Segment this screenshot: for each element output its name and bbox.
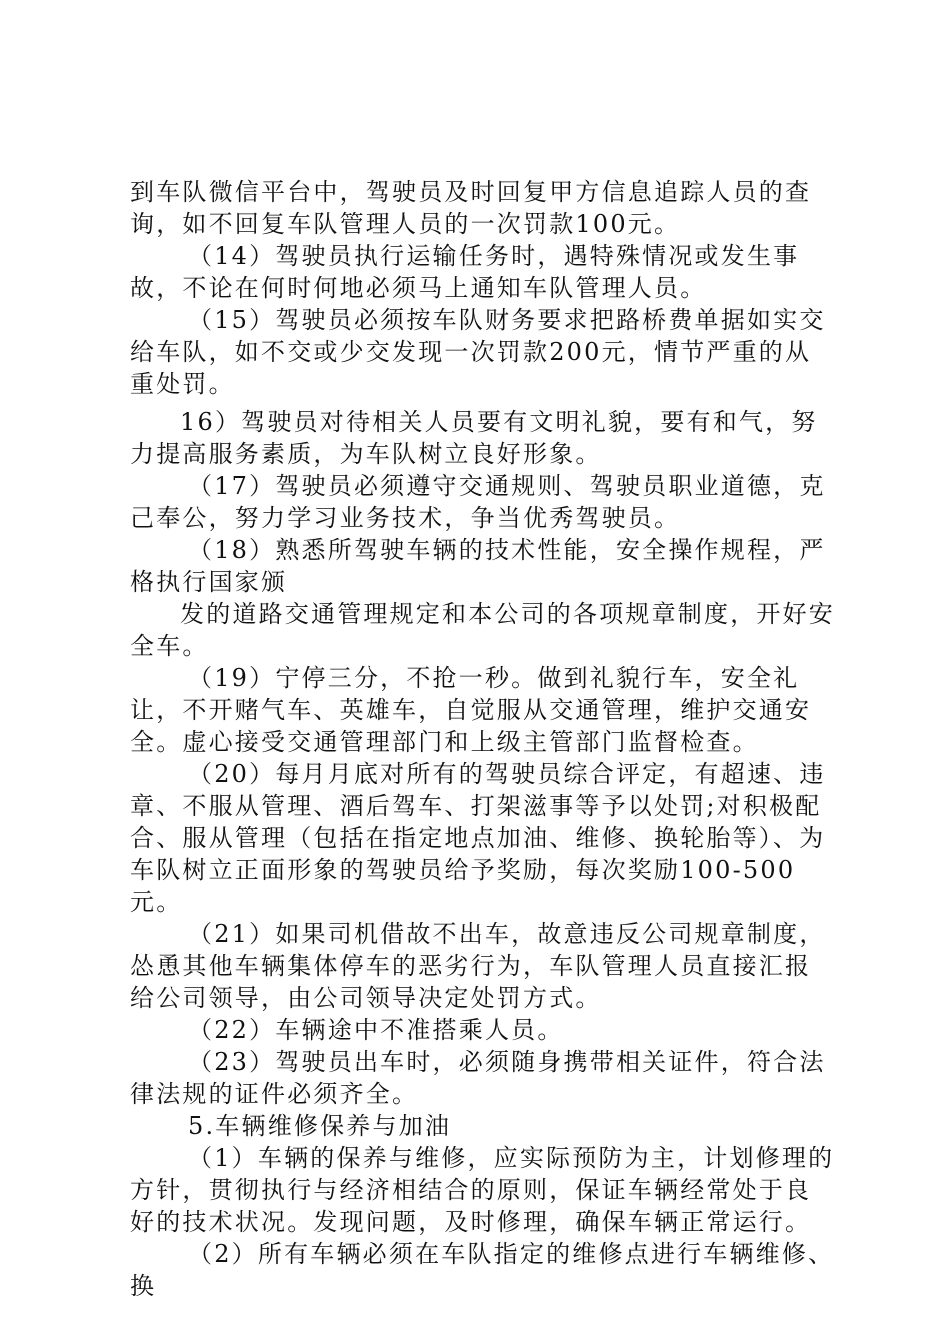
paragraph-item-18: （18）熟悉所驾驶车辆的技术性能，安全操作规程，严格执行国家颁 — [130, 536, 826, 596]
paragraph-item-14: （14）驾驶员执行运输任务时，遇特殊情况或发生事故，不论在何时何地必须马上通知车队管理人员。 — [130, 242, 800, 302]
paragraph-item-16: 16）驾驶员对待相关人员要有文明礼貌，要有和气，努力提高服务素质，为车队树立良好形象。 — [130, 408, 818, 468]
section-heading-vehicle-maintenance: 5.车辆维修保养与加油 — [188, 1112, 452, 1140]
paragraph-item-23: （23）驾驶员出车时，必须随身携带相关证件，符合法律法规的证件必须齐全。 — [130, 1048, 826, 1108]
document-body — [130, 176, 836, 1302]
paragraph-maintenance-1: （1）车辆的保养与维修，应实际预防为主，计划修理的方针，贯彻执行与经济相结合的原则，保证车辆经常处于良好的技术状况。发现问题，及时修理，确保车辆正常运行。 — [130, 1144, 835, 1236]
paragraph-maintenance-2: （2）所有车辆必须在车队指定的维修点进行车辆维修、换 — [130, 1240, 835, 1300]
paragraph-continued: 到车队微信平台中，驾驶员及时回复甲方信息追踪人员的查询，如不回复车队管理人员的一次罚款100元。 — [130, 178, 812, 238]
paragraph-item-17: （17）驾驶员必须遵守交通规则、驾驶员职业道德，克己奉公，努力学习业务技术，争当优秀驾驶员。 — [130, 472, 826, 532]
paragraph-item-19: （19）宁停三分，不抢一秒。做到礼貌行车，安全礼让，不开赌气车、英雄车，自觉服从交通管理，维护交通安全。虚心接受交通管理部门和上级主管部门监督检查。 — [130, 664, 812, 756]
paragraph-item-20: （20）每月月底对所有的驾驶员综合评定，有超速、违章、不服从管理、酒后驾车、打架滋事等予以处罚;对积极配合、服从管理（包括在指定地点加油、维修、换轮胎等）、为车队树立正面形象的驾驶员给予奖励，每次奖励100-500元。 — [130, 760, 826, 916]
paragraph-item-18-continued: 发的道路交通管理规定和本公司的各项规章制度，开好安全车。 — [130, 600, 835, 660]
paragraph-item-21: （21）如果司机借故不出车，故意违反公司规章制度，怂恿其他车辆集体停车的恶劣行为，车队管理人员直接汇报给公司领导，由公司领导决定处罚方式。 — [130, 920, 826, 1012]
paragraph-item-22: （22）车辆途中不准搭乘人员。 — [188, 1016, 564, 1044]
paragraph-item-15: （15）驾驶员必须按车队财务要求把路桥费单据如实交给车队，如不交或少交发现一次罚款200元，情节严重的从重处罚。 — [130, 306, 826, 398]
